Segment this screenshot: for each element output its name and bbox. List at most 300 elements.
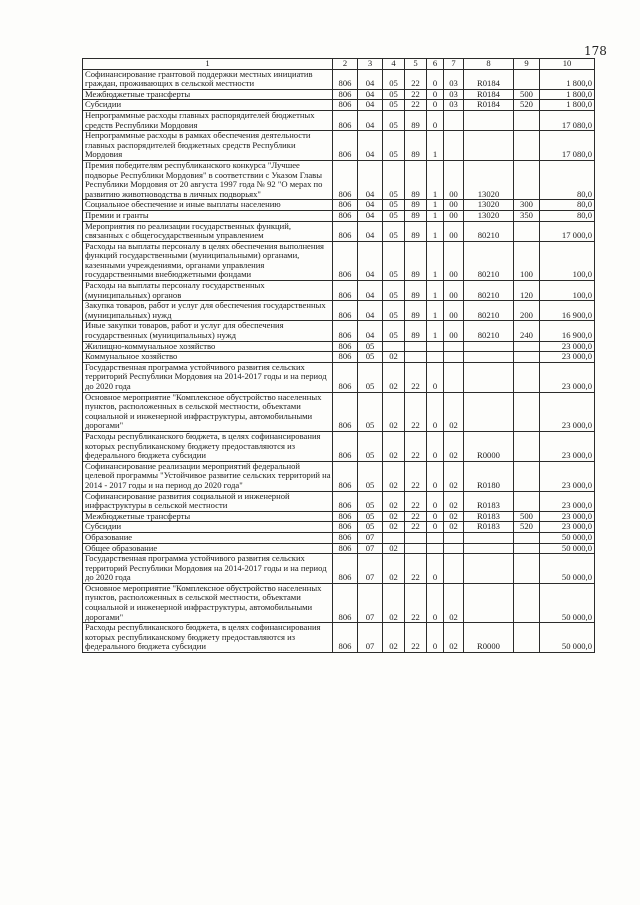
amount-cell: 16 900,0 bbox=[540, 301, 595, 321]
target-code-cell bbox=[464, 543, 514, 554]
column-header: 8 bbox=[464, 59, 514, 70]
activity-code-cell: 00 bbox=[444, 200, 464, 211]
subsection-code-cell: 02 bbox=[383, 522, 405, 533]
section-code-cell: 07 bbox=[358, 543, 383, 554]
activity-code-cell bbox=[444, 362, 464, 392]
ministry-code-cell: 806 bbox=[333, 543, 358, 554]
program-code-cell bbox=[405, 543, 427, 554]
ministry-code-cell: 806 bbox=[333, 301, 358, 321]
budget-table bbox=[82, 58, 595, 653]
subprogram-code-cell: 0 bbox=[427, 100, 444, 111]
subsection-code-cell: 02 bbox=[383, 461, 405, 491]
subsection-code-cell: 02 bbox=[383, 511, 405, 522]
program-code-cell: 89 bbox=[405, 210, 427, 221]
activity-code-cell: 00 bbox=[444, 160, 464, 199]
subprogram-code-cell bbox=[427, 341, 444, 352]
column-header: 6 bbox=[427, 59, 444, 70]
amount-cell: 100,0 bbox=[540, 281, 595, 301]
subsection-code-cell: 02 bbox=[383, 491, 405, 511]
subsection-code-cell: 02 bbox=[383, 543, 405, 554]
expense-name-cell: Софинансирование грантовой поддержки местных инициатив граждан, проживающих в сельской местности bbox=[83, 69, 333, 89]
expense-name-cell: Расходы республиканского бюджета, в целях софинансирования которых республиканскому бюджету предоставляются из федерального бюджета субсидии bbox=[83, 431, 333, 461]
table-row bbox=[83, 431, 595, 461]
section-code-cell: 04 bbox=[358, 110, 383, 130]
table-row bbox=[83, 461, 595, 491]
table-row bbox=[83, 89, 595, 100]
table-row bbox=[83, 554, 595, 584]
section-code-cell: 04 bbox=[358, 321, 383, 341]
target-code-cell bbox=[464, 583, 514, 622]
expense-name-cell: Межбюджетные трансферты bbox=[83, 89, 333, 100]
amount-cell: 50 000,0 bbox=[540, 532, 595, 543]
section-code-cell: 05 bbox=[358, 341, 383, 352]
amount-cell: 1 800,0 bbox=[540, 89, 595, 100]
target-code-cell: 80210 bbox=[464, 301, 514, 321]
activity-code-cell: 02 bbox=[444, 623, 464, 653]
expense-name-cell: Общее образование bbox=[83, 543, 333, 554]
expense-type-cell: 500 bbox=[514, 511, 540, 522]
ministry-code-cell: 806 bbox=[333, 221, 358, 241]
program-code-cell: 89 bbox=[405, 160, 427, 199]
section-code-cell: 05 bbox=[358, 352, 383, 363]
target-code-cell: R0184 bbox=[464, 100, 514, 111]
program-code-cell: 89 bbox=[405, 200, 427, 211]
table-row bbox=[83, 392, 595, 431]
subsection-code-cell: 05 bbox=[383, 69, 405, 89]
table-row bbox=[83, 110, 595, 130]
ministry-code-cell: 806 bbox=[333, 362, 358, 392]
expense-type-cell bbox=[514, 623, 540, 653]
section-code-cell: 07 bbox=[358, 554, 383, 584]
subprogram-code-cell: 0 bbox=[427, 110, 444, 130]
amount-cell: 80,0 bbox=[540, 160, 595, 199]
target-code-cell: R0184 bbox=[464, 69, 514, 89]
section-code-cell: 04 bbox=[358, 301, 383, 321]
activity-code-cell: 02 bbox=[444, 491, 464, 511]
subprogram-code-cell: 1 bbox=[427, 200, 444, 211]
activity-code-cell bbox=[444, 352, 464, 363]
target-code-cell: R0183 bbox=[464, 491, 514, 511]
program-code-cell bbox=[405, 341, 427, 352]
expense-type-cell bbox=[514, 583, 540, 622]
section-code-cell: 04 bbox=[358, 89, 383, 100]
activity-code-cell: 02 bbox=[444, 522, 464, 533]
amount-cell: 50 000,0 bbox=[540, 583, 595, 622]
amount-cell: 80,0 bbox=[540, 200, 595, 211]
amount-cell: 23 000,0 bbox=[540, 362, 595, 392]
subsection-code-cell: 02 bbox=[383, 583, 405, 622]
table-row bbox=[83, 100, 595, 111]
column-header: 9 bbox=[514, 59, 540, 70]
expense-name-cell: Субсидии bbox=[83, 522, 333, 533]
table-row bbox=[83, 623, 595, 653]
amount-cell: 17 080,0 bbox=[540, 131, 595, 161]
ministry-code-cell: 806 bbox=[333, 89, 358, 100]
expense-type-cell: 120 bbox=[514, 281, 540, 301]
subprogram-code-cell bbox=[427, 543, 444, 554]
expense-type-cell bbox=[514, 532, 540, 543]
program-code-cell: 89 bbox=[405, 241, 427, 280]
table-row bbox=[83, 352, 595, 363]
section-code-cell: 07 bbox=[358, 623, 383, 653]
subsection-code-cell: 02 bbox=[383, 554, 405, 584]
program-code-cell: 22 bbox=[405, 522, 427, 533]
expense-name-cell: Непрограммные расходы в рамках обеспечения деятельности главных распорядителей бюджетных средств Республики Мордовия bbox=[83, 131, 333, 161]
ministry-code-cell: 806 bbox=[333, 554, 358, 584]
expense-type-cell bbox=[514, 362, 540, 392]
expense-name-cell: Мероприятия по реализации государственных функций, связанных с общегосударственным управлением bbox=[83, 221, 333, 241]
ministry-code-cell: 806 bbox=[333, 623, 358, 653]
activity-code-cell bbox=[444, 543, 464, 554]
target-code-cell bbox=[464, 110, 514, 130]
amount-cell: 100,0 bbox=[540, 241, 595, 280]
expense-type-cell bbox=[514, 431, 540, 461]
activity-code-cell: 00 bbox=[444, 210, 464, 221]
amount-cell: 23 000,0 bbox=[540, 431, 595, 461]
column-header: 5 bbox=[405, 59, 427, 70]
expense-name-cell: Закупка товаров, работ и услуг для обеспечения государственных (муниципальных) нужд bbox=[83, 301, 333, 321]
subprogram-code-cell: 1 bbox=[427, 160, 444, 199]
table-row bbox=[83, 160, 595, 199]
program-code-cell: 22 bbox=[405, 392, 427, 431]
ministry-code-cell: 806 bbox=[333, 321, 358, 341]
amount-cell: 17 000,0 bbox=[540, 221, 595, 241]
expense-name-cell: Основное мероприятие "Комплексное обустройство населенных пунктов, расположенных в сельской местности, объектами социальной и инженерной инфраструктуры, автомобильными дорогами" bbox=[83, 392, 333, 431]
expense-name-cell: Непрограммные расходы главных распорядителей бюджетных средств Республики Мордовия bbox=[83, 110, 333, 130]
expense-name-cell: Жилищно-коммунальное хозяйство bbox=[83, 341, 333, 352]
subprogram-code-cell: 0 bbox=[427, 522, 444, 533]
amount-cell: 23 000,0 bbox=[540, 461, 595, 491]
program-code-cell: 22 bbox=[405, 362, 427, 392]
table-row bbox=[83, 321, 595, 341]
subprogram-code-cell: 0 bbox=[427, 392, 444, 431]
section-code-cell: 05 bbox=[358, 431, 383, 461]
section-code-cell: 04 bbox=[358, 200, 383, 211]
subprogram-code-cell: 0 bbox=[427, 511, 444, 522]
section-code-cell: 04 bbox=[358, 281, 383, 301]
amount-cell: 23 000,0 bbox=[540, 352, 595, 363]
table-row bbox=[83, 301, 595, 321]
expense-type-cell bbox=[514, 221, 540, 241]
activity-code-cell: 03 bbox=[444, 89, 464, 100]
expense-name-cell: Расходы республиканского бюджета, в целях софинансирования которых республиканскому бюджету предоставляются из федерального бюджета субсидии bbox=[83, 623, 333, 653]
subsection-code-cell: 02 bbox=[383, 431, 405, 461]
expense-type-cell: 200 bbox=[514, 301, 540, 321]
target-code-cell: 80210 bbox=[464, 321, 514, 341]
amount-cell: 50 000,0 bbox=[540, 623, 595, 653]
expense-type-cell: 500 bbox=[514, 89, 540, 100]
section-code-cell: 04 bbox=[358, 160, 383, 199]
ministry-code-cell: 806 bbox=[333, 583, 358, 622]
table-row bbox=[83, 511, 595, 522]
expense-type-cell bbox=[514, 554, 540, 584]
expense-name-cell: Софинансирование реализации мероприятий федеральной целевой программы "Устойчивое развитие сельских территорий на 2014 - 2017 годы и на период до 2020 года" bbox=[83, 461, 333, 491]
table-row bbox=[83, 200, 595, 211]
amount-cell: 23 000,0 bbox=[540, 392, 595, 431]
table-row bbox=[83, 491, 595, 511]
expense-type-cell bbox=[514, 352, 540, 363]
subprogram-code-cell: 0 bbox=[427, 69, 444, 89]
expense-name-cell: Расходы на выплаты персоналу в целях обеспечения выполнения функций государственными (муниципальными) органами, казенными учреждениями, органами управления государственными внебюджетными фондами bbox=[83, 241, 333, 280]
subsection-code-cell: 02 bbox=[383, 352, 405, 363]
expense-name-cell: Образование bbox=[83, 532, 333, 543]
expense-name-cell: Софинансирование развития социальной и инженерной инфраструктуры в сельской местности bbox=[83, 491, 333, 511]
activity-code-cell bbox=[444, 131, 464, 161]
target-code-cell: R0000 bbox=[464, 623, 514, 653]
program-code-cell: 89 bbox=[405, 131, 427, 161]
subprogram-code-cell: 0 bbox=[427, 362, 444, 392]
table-row bbox=[83, 210, 595, 221]
target-code-cell bbox=[464, 362, 514, 392]
section-code-cell: 05 bbox=[358, 511, 383, 522]
table-row bbox=[83, 241, 595, 280]
section-code-cell: 04 bbox=[358, 100, 383, 111]
subsection-code-cell: 05 bbox=[383, 210, 405, 221]
amount-cell: 1 800,0 bbox=[540, 69, 595, 89]
expense-name-cell: Расходы на выплаты персоналу государственных (муниципальных) органов bbox=[83, 281, 333, 301]
program-code-cell: 22 bbox=[405, 431, 427, 461]
activity-code-cell: 02 bbox=[444, 392, 464, 431]
amount-cell: 23 000,0 bbox=[540, 522, 595, 533]
subsection-code-cell: 05 bbox=[383, 221, 405, 241]
ministry-code-cell: 806 bbox=[333, 100, 358, 111]
subsection-code-cell: 05 bbox=[383, 321, 405, 341]
table-row bbox=[83, 69, 595, 89]
amount-cell: 17 080,0 bbox=[540, 110, 595, 130]
target-code-cell: 13020 bbox=[464, 200, 514, 211]
program-code-cell: 22 bbox=[405, 554, 427, 584]
expense-type-cell: 300 bbox=[514, 200, 540, 211]
section-code-cell: 05 bbox=[358, 461, 383, 491]
ministry-code-cell: 806 bbox=[333, 131, 358, 161]
activity-code-cell: 02 bbox=[444, 511, 464, 522]
expense-type-cell bbox=[514, 69, 540, 89]
subsection-code-cell: 05 bbox=[383, 301, 405, 321]
target-code-cell bbox=[464, 532, 514, 543]
amount-cell: 50 000,0 bbox=[540, 543, 595, 554]
ministry-code-cell: 806 bbox=[333, 200, 358, 211]
expense-type-cell bbox=[514, 392, 540, 431]
expense-type-cell bbox=[514, 543, 540, 554]
table-row bbox=[83, 362, 595, 392]
ministry-code-cell: 806 bbox=[333, 110, 358, 130]
ministry-code-cell: 806 bbox=[333, 491, 358, 511]
subprogram-code-cell: 0 bbox=[427, 554, 444, 584]
ministry-code-cell: 806 bbox=[333, 341, 358, 352]
target-code-cell: R0184 bbox=[464, 89, 514, 100]
amount-cell: 1 800,0 bbox=[540, 100, 595, 111]
subsection-code-cell: 05 bbox=[383, 100, 405, 111]
ministry-code-cell: 806 bbox=[333, 532, 358, 543]
section-code-cell: 04 bbox=[358, 131, 383, 161]
activity-code-cell: 02 bbox=[444, 461, 464, 491]
expense-name-cell: Коммунальное хозяйство bbox=[83, 352, 333, 363]
subsection-code-cell: 05 bbox=[383, 160, 405, 199]
subsection-code-cell: 05 bbox=[383, 200, 405, 211]
section-code-cell: 04 bbox=[358, 241, 383, 280]
activity-code-cell: 02 bbox=[444, 583, 464, 622]
ministry-code-cell: 806 bbox=[333, 69, 358, 89]
section-code-cell: 05 bbox=[358, 362, 383, 392]
subprogram-code-cell: 0 bbox=[427, 89, 444, 100]
program-code-cell: 89 bbox=[405, 301, 427, 321]
amount-cell: 16 900,0 bbox=[540, 321, 595, 341]
subsection-code-cell: 05 bbox=[383, 110, 405, 130]
program-code-cell: 22 bbox=[405, 100, 427, 111]
subprogram-code-cell bbox=[427, 352, 444, 363]
subsection-code-cell bbox=[383, 341, 405, 352]
ministry-code-cell: 806 bbox=[333, 392, 358, 431]
subprogram-code-cell: 1 bbox=[427, 241, 444, 280]
program-code-cell bbox=[405, 352, 427, 363]
expense-type-cell bbox=[514, 110, 540, 130]
activity-code-cell: 00 bbox=[444, 241, 464, 280]
ministry-code-cell: 806 bbox=[333, 160, 358, 199]
subsection-code-cell: 05 bbox=[383, 89, 405, 100]
subprogram-code-cell: 1 bbox=[427, 221, 444, 241]
table-row bbox=[83, 221, 595, 241]
expense-type-cell: 350 bbox=[514, 210, 540, 221]
ministry-code-cell: 806 bbox=[333, 210, 358, 221]
table-header-row bbox=[83, 59, 595, 70]
amount-cell: 23 000,0 bbox=[540, 511, 595, 522]
program-code-cell: 22 bbox=[405, 461, 427, 491]
expense-name-cell: Государственная программа устойчивого развития сельских территорий Республики Мордовия на 2014-2017 годы и на период до 2020 года bbox=[83, 554, 333, 584]
subprogram-code-cell: 0 bbox=[427, 431, 444, 461]
amount-cell: 50 000,0 bbox=[540, 554, 595, 584]
expense-type-cell bbox=[514, 160, 540, 199]
target-code-cell bbox=[464, 131, 514, 161]
target-code-cell: 80210 bbox=[464, 281, 514, 301]
target-code-cell: 80210 bbox=[464, 241, 514, 280]
ministry-code-cell: 806 bbox=[333, 281, 358, 301]
subprogram-code-cell: 0 bbox=[427, 623, 444, 653]
program-code-cell: 89 bbox=[405, 281, 427, 301]
expense-type-cell: 100 bbox=[514, 241, 540, 280]
subsection-code-cell bbox=[383, 532, 405, 543]
activity-code-cell bbox=[444, 110, 464, 130]
program-code-cell: 22 bbox=[405, 583, 427, 622]
table-row bbox=[83, 281, 595, 301]
subprogram-code-cell: 1 bbox=[427, 281, 444, 301]
ministry-code-cell: 806 bbox=[333, 352, 358, 363]
column-header: 4 bbox=[383, 59, 405, 70]
activity-code-cell: 00 bbox=[444, 321, 464, 341]
program-code-cell: 22 bbox=[405, 69, 427, 89]
ministry-code-cell: 806 bbox=[333, 241, 358, 280]
subsection-code-cell: 05 bbox=[383, 281, 405, 301]
expense-type-cell bbox=[514, 491, 540, 511]
activity-code-cell: 03 bbox=[444, 69, 464, 89]
table-row bbox=[83, 341, 595, 352]
activity-code-cell: 00 bbox=[444, 221, 464, 241]
table-row bbox=[83, 543, 595, 554]
table-row bbox=[83, 131, 595, 161]
subsection-code-cell: 05 bbox=[383, 131, 405, 161]
expense-name-cell: Премия победителям республиканского конкурса "Лучшее подворье Республики Мордовия" в соответствии с Указом Главы Республики Мордовия от 20 августа 1997 года № 92 "О мерах по развитию животноводства в личных подворьях" bbox=[83, 160, 333, 199]
section-code-cell: 04 bbox=[358, 221, 383, 241]
amount-cell: 23 000,0 bbox=[540, 341, 595, 352]
column-header: 10 bbox=[540, 59, 595, 70]
program-code-cell: 89 bbox=[405, 321, 427, 341]
target-code-cell bbox=[464, 392, 514, 431]
target-code-cell bbox=[464, 352, 514, 363]
expense-type-cell bbox=[514, 461, 540, 491]
activity-code-cell bbox=[444, 532, 464, 543]
expense-type-cell bbox=[514, 131, 540, 161]
section-code-cell: 07 bbox=[358, 583, 383, 622]
ministry-code-cell: 806 bbox=[333, 511, 358, 522]
table-row bbox=[83, 532, 595, 543]
subprogram-code-cell: 0 bbox=[427, 461, 444, 491]
target-code-cell: 80210 bbox=[464, 221, 514, 241]
activity-code-cell bbox=[444, 554, 464, 584]
target-code-cell: R0183 bbox=[464, 511, 514, 522]
expense-type-cell bbox=[514, 341, 540, 352]
subprogram-code-cell: 1 bbox=[427, 301, 444, 321]
expense-name-cell: Социальное обеспечение и иные выплаты населению bbox=[83, 200, 333, 211]
amount-cell: 80,0 bbox=[540, 210, 595, 221]
expense-name-cell: Межбюджетные трансферты bbox=[83, 511, 333, 522]
ministry-code-cell: 806 bbox=[333, 461, 358, 491]
subsection-code-cell: 05 bbox=[383, 241, 405, 280]
subprogram-code-cell: 0 bbox=[427, 583, 444, 622]
program-code-cell: 22 bbox=[405, 89, 427, 100]
table-row bbox=[83, 522, 595, 533]
subsection-code-cell: 02 bbox=[383, 392, 405, 431]
target-code-cell: 13020 bbox=[464, 160, 514, 199]
program-code-cell: 22 bbox=[405, 623, 427, 653]
table-body bbox=[83, 69, 595, 652]
subprogram-code-cell: 1 bbox=[427, 210, 444, 221]
subsection-code-cell: 02 bbox=[383, 362, 405, 392]
expense-name-cell: Премии и гранты bbox=[83, 210, 333, 221]
target-code-cell: R0180 bbox=[464, 461, 514, 491]
program-code-cell: 22 bbox=[405, 511, 427, 522]
expense-name-cell: Основное мероприятие "Комплексное обустройство населенных пунктов, расположенных в сельской местности, объектами социальной и инженерной инфраструктуры, автомобильными дорогами" bbox=[83, 583, 333, 622]
table-row bbox=[83, 583, 595, 622]
target-code-cell: R0000 bbox=[464, 431, 514, 461]
subprogram-code-cell: 1 bbox=[427, 321, 444, 341]
program-code-cell: 22 bbox=[405, 491, 427, 511]
target-code-cell bbox=[464, 341, 514, 352]
expense-name-cell: Иные закупки товаров, работ и услуг для обеспечения государственных (муниципальных) нужд bbox=[83, 321, 333, 341]
column-header: 3 bbox=[358, 59, 383, 70]
ministry-code-cell: 806 bbox=[333, 431, 358, 461]
expense-name-cell: Государственная программа устойчивого развития сельских территорий Республики Мордовия на 2014-2017 годы и на период до 2020 года bbox=[83, 362, 333, 392]
section-code-cell: 05 bbox=[358, 522, 383, 533]
column-header: 7 bbox=[444, 59, 464, 70]
activity-code-cell bbox=[444, 341, 464, 352]
section-code-cell: 04 bbox=[358, 210, 383, 221]
column-header: 2 bbox=[333, 59, 358, 70]
subprogram-code-cell: 1 bbox=[427, 131, 444, 161]
program-code-cell: 89 bbox=[405, 221, 427, 241]
column-header: 1 bbox=[83, 59, 333, 70]
section-code-cell: 04 bbox=[358, 69, 383, 89]
ministry-code-cell: 806 bbox=[333, 522, 358, 533]
activity-code-cell: 00 bbox=[444, 281, 464, 301]
subprogram-code-cell bbox=[427, 532, 444, 543]
target-code-cell bbox=[464, 554, 514, 584]
expense-type-cell: 240 bbox=[514, 321, 540, 341]
program-code-cell: 89 bbox=[405, 110, 427, 130]
section-code-cell: 05 bbox=[358, 392, 383, 431]
amount-cell: 23 000,0 bbox=[540, 491, 595, 511]
activity-code-cell: 02 bbox=[444, 431, 464, 461]
activity-code-cell: 03 bbox=[444, 100, 464, 111]
expense-type-cell: 520 bbox=[514, 522, 540, 533]
